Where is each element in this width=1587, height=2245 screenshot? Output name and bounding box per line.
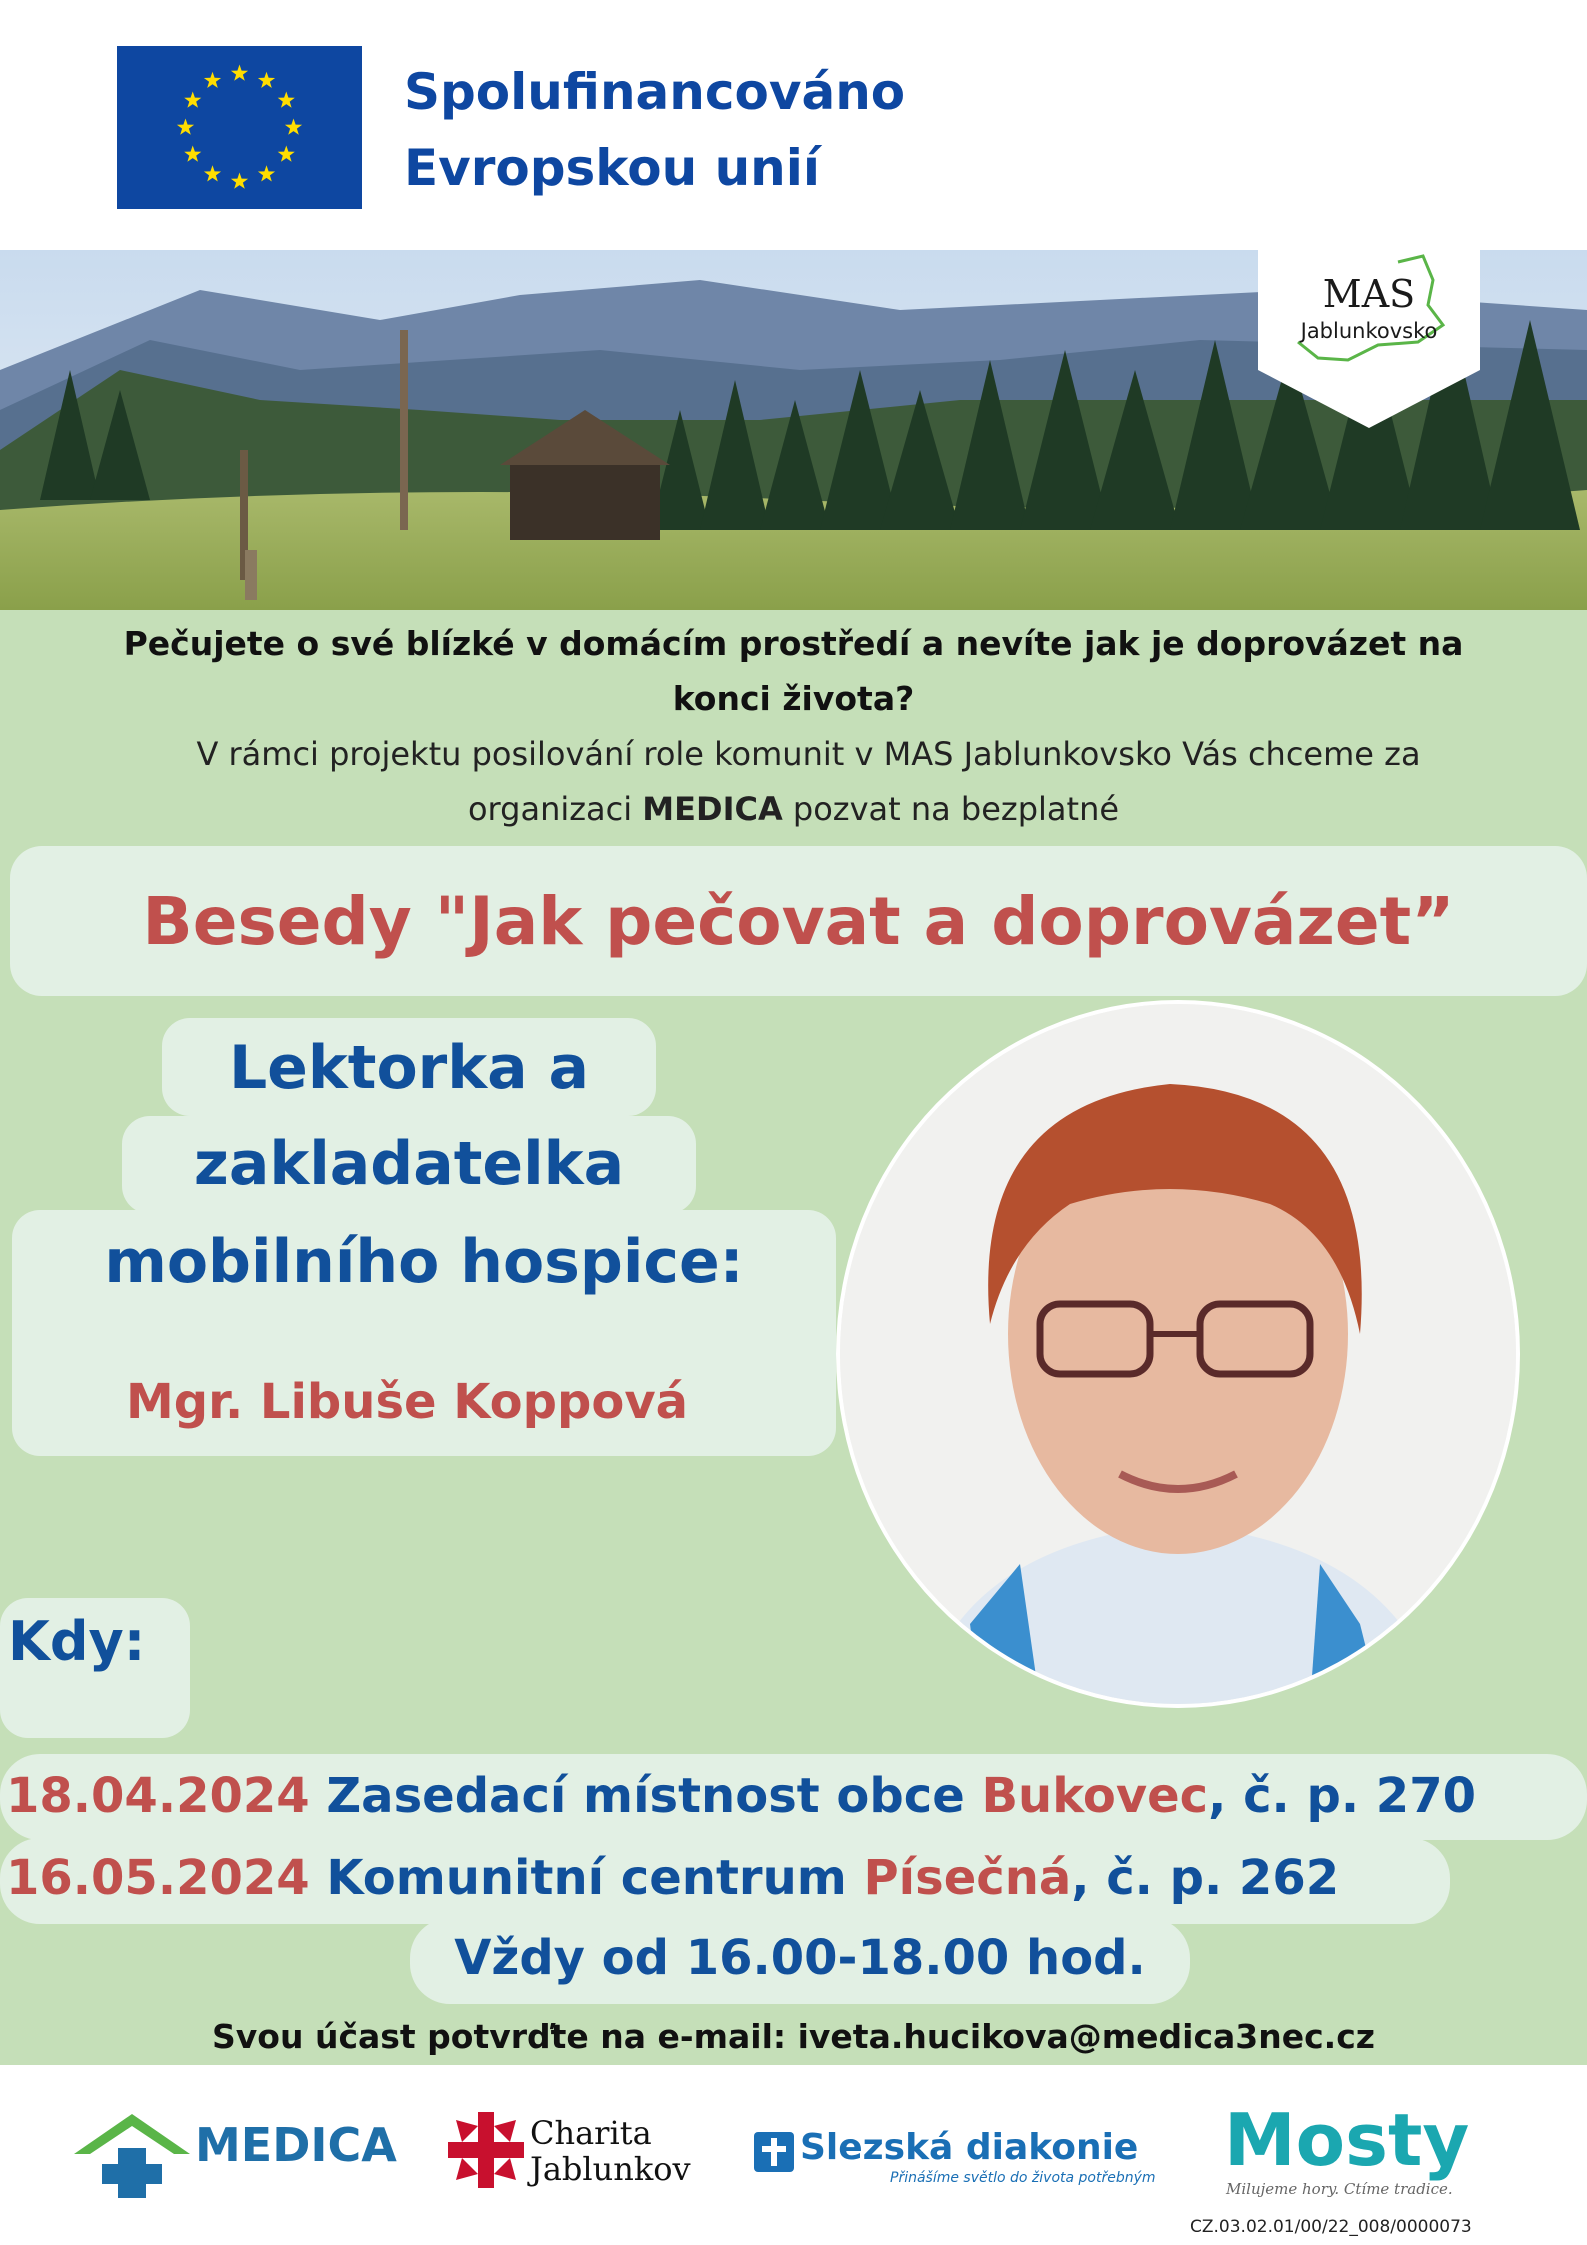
eu-star-icon <box>278 92 295 108</box>
eu-star-icon <box>204 72 221 88</box>
event-1-date: 18.04.2024 <box>6 1768 310 1824</box>
eu-star-icon <box>177 119 194 135</box>
intro-question-line-2: konci života? <box>672 679 915 718</box>
lecturer-name: Mgr. Libuše Koppová <box>125 1374 688 1430</box>
medica-logo-text: MEDICA <box>195 2118 397 2172</box>
project-code: CZ.03.02.01/00/22_008/0000073 <box>1190 2217 1472 2237</box>
charita-line-2: Jablunkov <box>530 2150 691 2188</box>
event-2-address: , č. p. 262 <box>1071 1850 1340 1906</box>
eu-line-1: Spolufinancováno <box>404 63 906 121</box>
lecturer-line-3: mobilního hospice: <box>104 1227 744 1297</box>
eu-star-icon <box>258 72 275 88</box>
intro-post: pozvat na bezplatné <box>782 790 1120 828</box>
confirm-email-text: Svou účast potvrďte na e-mail: iveta.hucikova@medica3nec.cz <box>212 2017 1375 2056</box>
event-1-address: , č. p. 270 <box>1208 1768 1476 1824</box>
medica-logo-icon <box>74 2114 190 2202</box>
intro-medica: MEDICA <box>642 790 783 828</box>
intro-text <box>0 727 1587 837</box>
lecturer-photo <box>836 1000 1520 1708</box>
mas-place: Jablunkovsko <box>1300 319 1438 343</box>
charita-line-1: Charita <box>530 2114 652 2152</box>
intro-text-line-1: V rámci projektu posilování role komunit v MAS Jablunkovsko Vás chceme za <box>196 735 1421 773</box>
event-2-town: Písečná <box>863 1850 1072 1906</box>
intro-question <box>0 616 1587 726</box>
when-label: Kdy: <box>8 1610 146 1673</box>
eu-star-icon <box>285 119 302 135</box>
eu-cofinanced-text <box>404 54 905 206</box>
lecturer-line-1: Lektorka a <box>228 1033 590 1103</box>
event-time: Vždy od 16.00-18.00 hod. <box>454 1930 1146 1986</box>
mosty-logo-text: Mosty <box>1224 2098 1470 2182</box>
intro-text-line-2 <box>0 782 1587 837</box>
eu-flag-icon <box>117 46 362 209</box>
eu-line-2: Evropskou unií <box>404 139 821 197</box>
mas-logo-text <box>1258 272 1480 346</box>
slezska-tagline: Přinášíme světlo do života potřebným <box>890 2170 1156 2186</box>
event-1-town: Bukovec <box>981 1768 1209 1824</box>
eu-star-icon <box>184 146 201 162</box>
intro-question-line-1: Pečujete o své blízké v domácím prostředí a nevíte jak je doprovázet na <box>123 624 1464 663</box>
eu-star-icon <box>278 146 295 162</box>
eu-star-icon <box>204 165 221 181</box>
mas-name: MAS <box>1322 272 1416 316</box>
charita-logo-icon <box>448 2112 524 2192</box>
slezska-logo-text: Slezská diakonie <box>800 2127 1139 2168</box>
charita-logo-text <box>530 2115 691 2187</box>
mosty-tagline: Milujeme hory. Ctíme tradice. <box>1226 2180 1453 2198</box>
event-1 <box>6 1756 1476 1836</box>
eu-star-icon <box>258 165 275 181</box>
lecturer-line-2: zakladatelka <box>193 1129 625 1199</box>
event-title: Besedy "Jak pečovat a doprovázet” <box>142 883 1455 960</box>
event-1-place: Zasedací místnost obce <box>309 1768 982 1824</box>
slezska-logo-icon <box>754 2132 794 2176</box>
eu-star-icon <box>231 173 248 189</box>
event-2-date: 16.05.2024 <box>6 1850 310 1906</box>
eu-star-icon <box>231 65 248 81</box>
event-2 <box>6 1838 1339 1918</box>
eu-star-icon <box>184 92 201 108</box>
event-2-place: Komunitní centrum <box>309 1850 864 1906</box>
intro-pre: organizaci <box>467 790 643 828</box>
